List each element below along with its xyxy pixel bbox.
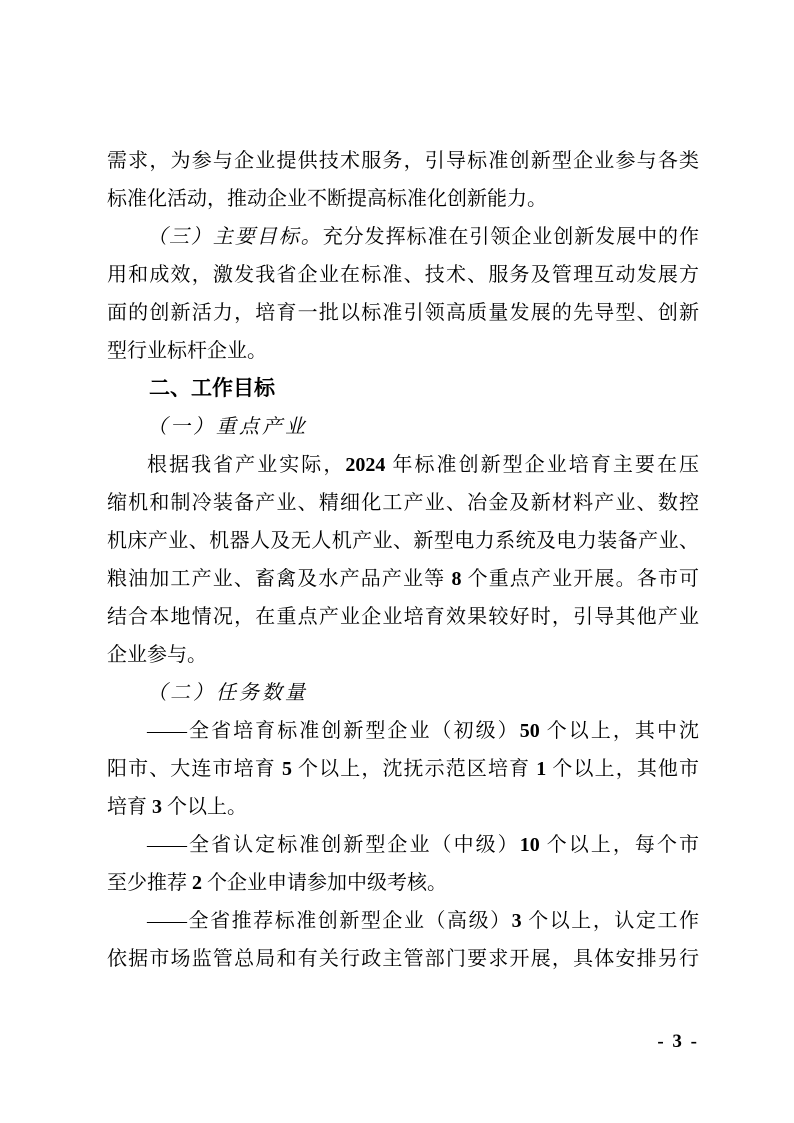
text-segment: ——全省推荐标准创新型企业（高级） xyxy=(147,910,512,932)
text-line xyxy=(107,826,699,864)
text-segment: ——全省培育标准创新型企业（初级） xyxy=(147,720,520,742)
text-segment: 年标准创新型企业培育主要在压 xyxy=(385,454,699,476)
text-line xyxy=(107,408,699,446)
text-line xyxy=(107,294,699,332)
text-segment: 个以上，其他市 xyxy=(546,758,699,780)
text-segment: 面的创新活力，培育一批以标准引领高质量发展的先导型、创新 xyxy=(107,302,699,324)
text-segment: 型行业标杆企业。 xyxy=(107,340,267,362)
text-segment: 个以上，每个市 xyxy=(539,834,699,856)
bold-number: 1 xyxy=(536,758,547,780)
text-segment: （一）重点产业 xyxy=(147,416,308,438)
bold-number: 5 xyxy=(281,758,292,780)
text-line xyxy=(107,864,699,902)
bold-number: 3 xyxy=(511,910,522,932)
text-segment: 个重点产业开展。各市可 xyxy=(461,568,699,590)
text-segment: 结合本地情况，在重点产业企业培育效果较好时，引导其他产业 xyxy=(107,606,699,628)
text-line xyxy=(107,674,699,712)
text-line xyxy=(107,636,699,674)
text-segment: 充分发挥标准在引领企业创新发展中的作 xyxy=(322,226,699,248)
text-segment: 用和成效，激发我省企业在标准、技术、服务及管理互动发展方 xyxy=(107,264,699,286)
text-segment: （三）主要目标。 xyxy=(147,226,323,248)
text-segment: 二、工作目标 xyxy=(149,377,275,400)
bold-number: 2024 xyxy=(345,454,386,476)
bold-number: 2 xyxy=(192,872,202,894)
text-line xyxy=(107,940,699,978)
bold-number: 10 xyxy=(519,834,540,856)
text-segment: 阳市、大连市培育 xyxy=(107,758,282,780)
text-segment: 机床产业、机器人及无人机产业、新型电力系统及电力装备产业、 xyxy=(107,530,699,552)
text-segment: ——全省认定标准创新型企业（中级） xyxy=(147,834,520,856)
text-line xyxy=(107,560,699,598)
text-segment: 依据市场监管总局和有关行政主管部门要求开展，具体安排另行 xyxy=(107,948,699,970)
text-line xyxy=(107,522,699,560)
text-segment: 需求，为参与企业提供技术服务，引导标准创新型企业参与各类 xyxy=(107,150,699,172)
section-heading xyxy=(107,370,699,408)
text-segment: 个以上。 xyxy=(162,796,247,818)
text-segment: （二）任务数量 xyxy=(147,682,308,704)
text-segment: 培育 xyxy=(107,796,152,818)
text-segment: 个以上，认定工作 xyxy=(521,910,699,932)
text-line xyxy=(107,332,699,370)
text-segment: 至少推荐 xyxy=(107,872,192,894)
text-line xyxy=(107,256,699,294)
text-segment: 个以上，其中沈 xyxy=(539,720,699,742)
text-line xyxy=(107,446,699,484)
text-line xyxy=(107,142,699,180)
text-line xyxy=(107,902,699,940)
bold-number: 8 xyxy=(451,568,462,590)
text-segment: 企业参与。 xyxy=(107,644,207,666)
text-segment: 粮油加工产业、畜禽及水产品产业等 xyxy=(107,568,452,590)
text-segment: 个以上，沈抚示范区培育 xyxy=(291,758,537,780)
text-line xyxy=(107,712,699,750)
text-line xyxy=(107,218,699,256)
text-line xyxy=(107,598,699,636)
text-line xyxy=(107,788,699,826)
text-segment: 缩机和制冷装备产业、精细化工产业、冶金及新材料产业、数控 xyxy=(107,492,699,514)
text-segment: 个企业申请参加中级考核。 xyxy=(202,872,447,894)
text-segment: 根据我省产业实际， xyxy=(147,454,346,476)
text-line xyxy=(107,750,699,788)
document-body xyxy=(107,142,699,978)
text-line xyxy=(107,484,699,522)
text-line xyxy=(107,180,699,218)
bold-number: 50 xyxy=(519,720,540,742)
bold-number: 3 xyxy=(152,796,162,818)
text-segment: 标准化活动，推动企业不断提高标准化创新能力。 xyxy=(107,188,547,210)
page-number: - 3 - xyxy=(657,1031,699,1052)
